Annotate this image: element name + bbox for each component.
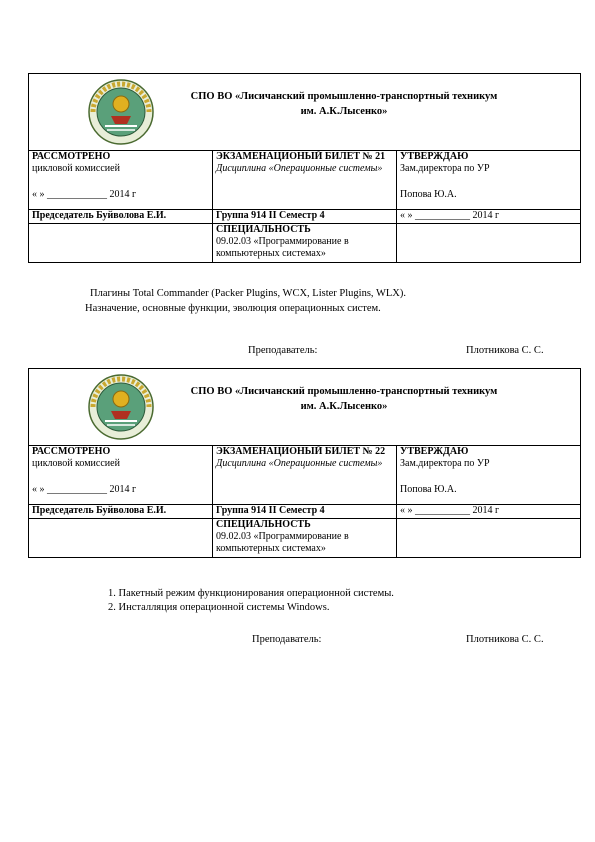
specialty-line1: 09.02.03 «Программирование в [216,531,349,542]
chair-text: Председатель Буйволова Е.И. [29,210,213,224]
deputy-name: Попова Ю.А. [400,189,457,200]
chair-text: Председатель Буйволова Е.И. [29,505,213,519]
question-2: Назначение, основные функции, эволюция операционных систем. [85,303,381,314]
date-left: « » ____________ 2014 г [32,189,137,200]
deputy-name: Попова Ю.А. [400,484,457,495]
deputy-title: Зам.директора по УР [400,458,490,469]
date-right: « » ___________ 2014 г [397,210,581,224]
discipline-text: Дисциплина «Операционные системы» [216,458,383,469]
teacher-name: Плотникова С. С. [466,634,544,645]
commission-text: цикловой комиссией [32,163,120,174]
question-1: 1. Пакетный режим функционирования операционной системы. [108,588,394,599]
specialty-line2: компьютерных системах» [216,543,326,554]
ticket-title: ЭКЗАМЕНАЦИОНЫЙ БИЛЕТ № 21 [216,151,386,162]
ticket-title: ЭКЗАМЕНАЦИОНЫЙ БИЛЕТ № 22 [216,446,386,457]
date-right: « » ___________ 2014 г [397,505,581,519]
commission-text: цикловой комиссией [32,458,120,469]
teacher-label: Преподаватель: [252,634,322,645]
specialty-line1: 09.02.03 «Программирование в [216,236,349,247]
ticket-header [29,74,580,150]
group-text: Группа 914 II Семестр 4 [213,210,397,224]
date-left: « » ____________ 2014 г [32,484,137,495]
approve-label: УТВЕРЖДАЮ [400,151,469,162]
question-1: Плагины Total Commander (Packer Plugins, WCX, Lister Plugins, WLX). [90,288,407,299]
teacher-label: Преподаватель: [248,345,318,356]
considered-label: РАССМОТРЕНО [32,151,111,162]
considered-label: РАССМОТРЕНО [32,446,111,457]
approve-label: УТВЕРЖДАЮ [400,446,469,457]
group-text: Группа 914 II Семестр 4 [213,505,397,519]
specialty-line2: компьютерных системах» [216,248,326,259]
ticket-header [29,369,580,445]
college-emblem-icon [87,373,155,441]
college-emblem-icon [87,78,155,146]
institution-subtitle: им. А.К.Лысенко» [300,106,388,117]
question-2: 2. Инсталляция операционной системы Windows. [108,602,330,613]
institution-subtitle: им. А.К.Лысенко» [300,401,388,412]
teacher-name: Плотникова С. С. [466,345,544,356]
institution-name: СПО ВО «Лисичанский промышленно-транспортный техникум [190,91,498,102]
exam-ticket-21 [28,73,581,263]
specialty-label: СПЕЦИАЛЬНОСТЬ [216,519,311,530]
specialty-label: СПЕЦИАЛЬНОСТЬ [216,224,311,235]
deputy-title: Зам.директора по УР [400,163,490,174]
exam-ticket-22 [28,368,581,558]
institution-name: СПО ВО «Лисичанский промышленно-транспортный техникум [190,386,498,397]
discipline-text: Дисциплина «Операционные системы» [216,163,383,174]
